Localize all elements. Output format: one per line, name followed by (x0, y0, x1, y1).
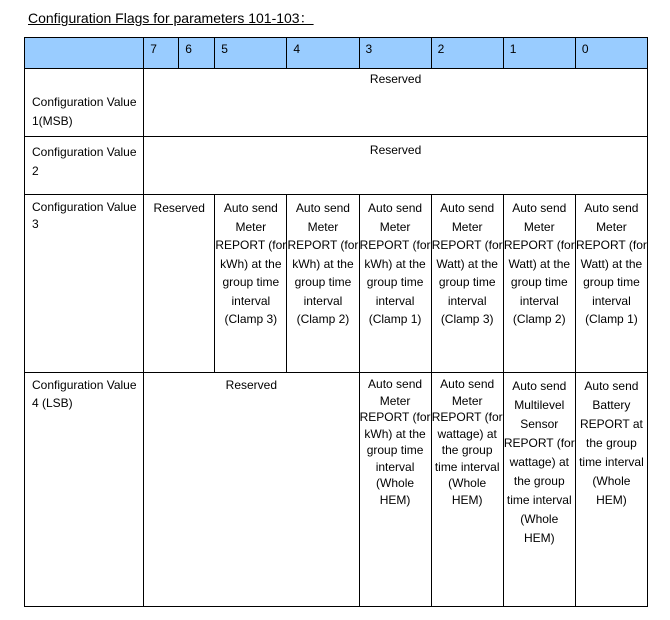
config-value-4-reserved: Reserved (144, 373, 359, 607)
bit-1-header: 1 (503, 38, 575, 69)
bit-5-header: 5 (215, 38, 287, 69)
config-value-3-bit-4: Auto send Meter REPORT (for kWh) at the group time interval (Clamp 2) (287, 195, 359, 373)
header-empty-cell (25, 38, 144, 69)
config-value-3-reserved: Reserved (144, 195, 215, 373)
config-value-4-row (25, 373, 648, 607)
bit-3-header: 3 (359, 38, 431, 69)
config-value-4-bit-1: Auto send Multilevel Sensor REPORT (for wattage) at the group time interval (Whole HEM) (503, 373, 575, 607)
config-value-2-reserved: Reserved (144, 137, 648, 195)
bit-2-header: 2 (431, 38, 503, 69)
config-value-3-bit-5: Auto send Meter REPORT (for kWh) at the group time interval (Clamp 3) (215, 195, 287, 373)
bit-6-header: 6 (179, 38, 215, 69)
config-value-4-bit-0: Auto send Battery REPORT at the group time interval (Whole HEM) (575, 373, 647, 607)
config-value-3-bit-3: Auto send Meter REPORT (for kWh) at the group time interval (Clamp 1) (359, 195, 431, 373)
config-value-3-bit-2: Auto send Meter REPORT (for Watt) at the group time interval (Clamp 3) (431, 195, 503, 373)
config-value-2-row (25, 137, 648, 195)
page-title: Configuration Flags for parameters 101-103： (28, 10, 314, 26)
config-value-4-label: Configuration Value 4 (LSB) (25, 373, 144, 607)
config-value-3-row (25, 195, 648, 373)
config-value-3-bit-0: Auto send Meter REPORT (for Watt) at the group time interval (Clamp 1) (575, 195, 647, 373)
bit-7-header: 7 (144, 38, 179, 69)
config-value-1-row (25, 69, 648, 137)
config-value-3-label: Configuration Value 3 (25, 195, 144, 373)
config-value-2-label: Configuration Value 2 (25, 137, 144, 195)
config-flags-table (24, 37, 648, 607)
config-value-4-bit-3: Auto send Meter REPORT (for kWh) at the group time interval (Whole HEM) (359, 373, 431, 607)
bit-0-header: 0 (575, 38, 647, 69)
config-value-3-bit-1: Auto send Meter REPORT (for Watt) at the group time interval (Clamp 2) (503, 195, 575, 373)
config-value-4-bit-2: Auto send Meter REPORT (for wattage) at the group time interval (Whole HEM) (431, 373, 503, 607)
config-value-1-label: Configuration Value 1(MSB) (25, 69, 144, 137)
bit-header-row (25, 38, 648, 69)
config-value-1-reserved: Reserved (144, 69, 648, 137)
bit-4-header: 4 (287, 38, 359, 69)
